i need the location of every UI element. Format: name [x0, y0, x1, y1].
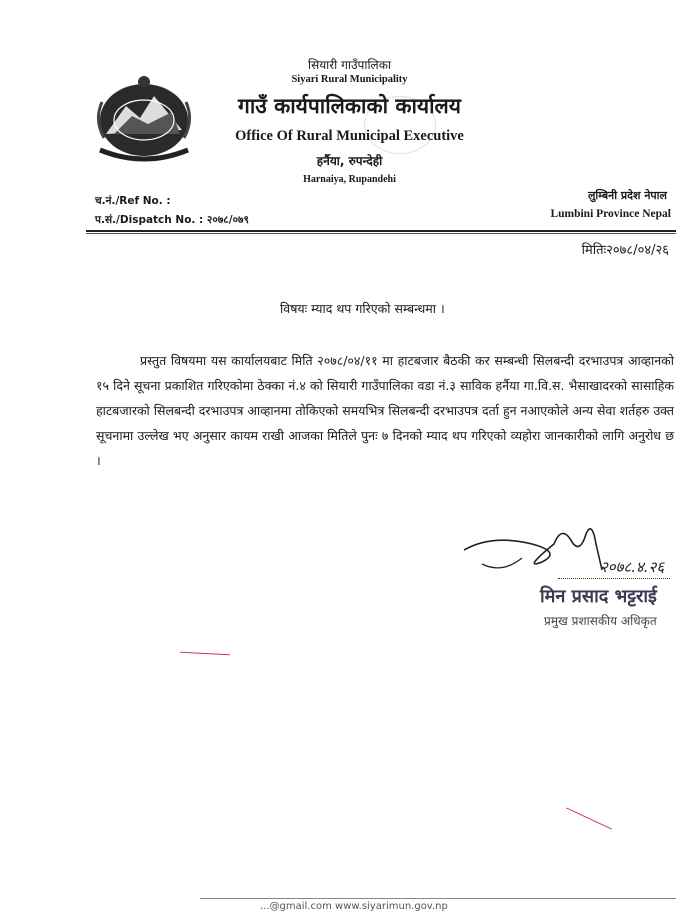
- address-nepali: हर्नैया, रुपन्देही: [316, 154, 383, 168]
- handwritten-signature: [462, 514, 692, 584]
- pen-mark: [180, 652, 230, 656]
- signature-line: [558, 578, 670, 579]
- signature-date: २०७८.४.२६: [600, 558, 665, 576]
- header-divider-thin: [86, 233, 676, 234]
- pen-mark: [566, 807, 612, 829]
- signatory-name: मिन प्रसाद भट्टराई: [540, 586, 657, 607]
- dispatch-number: प.सं./Dispatch No. : २०७८/०७९: [95, 214, 249, 226]
- header-divider: [86, 230, 676, 232]
- signatory-title: प्रमुख प्रशासकीय अधिकृत: [544, 614, 657, 628]
- footer-divider: [200, 898, 676, 899]
- province-nepali: लुम्बिनी प्रदेश नेपाल: [587, 189, 667, 202]
- municipality-name-english: Siyari Rural Municipality: [291, 74, 408, 85]
- office-title-english: Office Of Rural Municipal Executive: [235, 128, 464, 144]
- province-english: Lumbini Province Nepal: [550, 208, 671, 220]
- letter-date: मितिः२०७८/०४/२६: [581, 243, 669, 258]
- footer-contact: ...@gmail.com www.siyarimun.gov.np: [260, 901, 448, 912]
- municipality-name-nepali: सियारी गाउँपालिका: [307, 58, 392, 72]
- letter-subject: विषयः म्याद थप गरिएको सम्बन्धमा ।: [280, 301, 445, 316]
- letter-body: प्रस्तुत विषयमा यस कार्यालयबाट मिति २०७८/०४/११ मा हाटबजार बैठकी कर सम्बन्धी सिलबन्दी दरभाउपत्र आव्हानको १५ दिने सूचना प्रकाशित गरिएकोमा ठेक्का नं.४ को सियारी गाउँपालिका वडा नं.३ साविक हर्नैया गा.वि.स. भैसाखादरको सासाहिक हाटबजारको सिलबन्दी दरभाउपत्र आव्हानमा तोकिएको समयभित्र सिलबन्दी दरभाउपत्र दर्ता हुन नआएकोले अन्य सेवा शर्तहरु उक्त सूचनामा उल्लेख भए अनुसार कायम राखी आजका मितिले पुनः ७ दिनको म्याद थप गरिएको व्यहोरा जानकारीको लागि अनुरोध छ ।: [96, 353, 674, 468]
- address-english: Harnaiya, Rupandehi: [303, 174, 396, 185]
- ref-number: च.नं./Ref No. :: [95, 195, 171, 207]
- office-title-nepali: गाउँ कार्यपालिकाको कार्यालय: [238, 94, 461, 118]
